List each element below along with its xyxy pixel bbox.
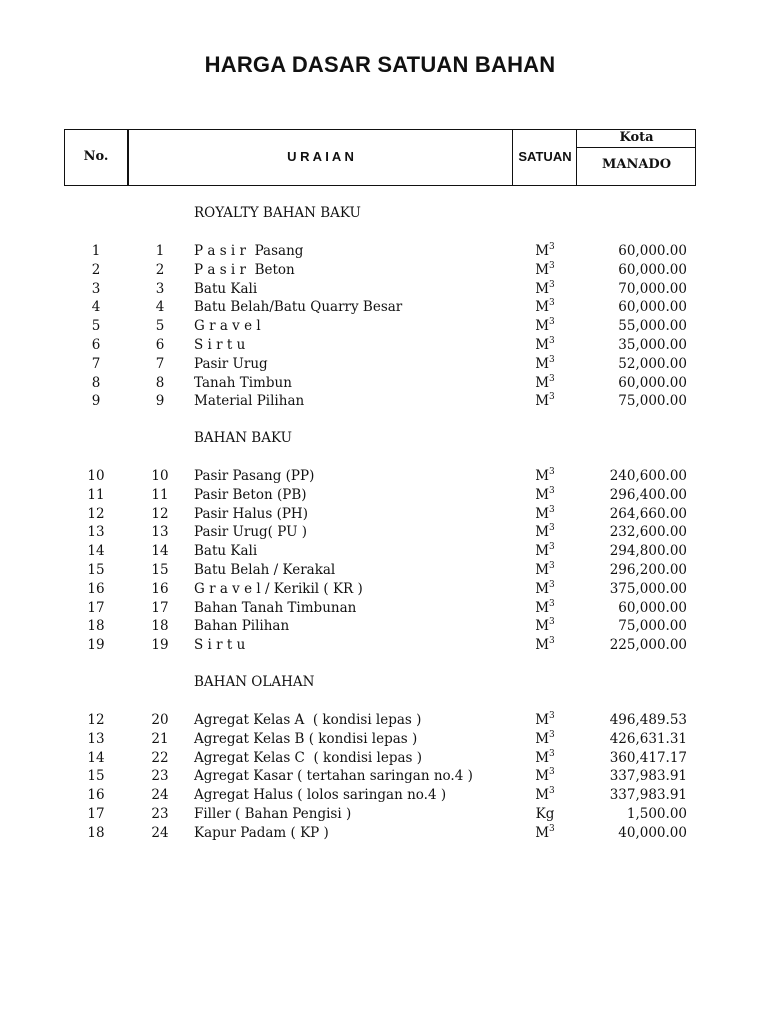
unit-exponent: 3 [549, 504, 555, 515]
row-description: Tanah Timbun [194, 374, 292, 391]
row-unit: $M^3$ [535, 354, 555, 372]
row-number: 2 [91, 261, 101, 278]
unit-exponent: 3 [549, 523, 555, 534]
unit-exponent: 3 [549, 242, 555, 252]
header-no: No. [83, 149, 109, 164]
table-row [0, 617, 768, 635]
unit-exponent: 3 [549, 579, 555, 590]
table-row [0, 767, 768, 785]
table-row [0, 730, 768, 748]
table-row [0, 298, 768, 316]
row-number: 11 [87, 486, 105, 503]
unit-exponent: 3 [549, 373, 555, 384]
table-row [0, 599, 768, 617]
row-description: Agregat Kelas A ( kondisi lepas ) [194, 712, 422, 728]
section-heading: ROYALTY BAHAN BAKU [194, 205, 361, 221]
row-subnumber: 3 [155, 280, 165, 297]
row-number: 1 [91, 243, 101, 259]
row-number: 6 [91, 337, 101, 353]
unit-exponent: 3 [549, 392, 555, 403]
row-unit: $M^3$ [535, 279, 555, 297]
row-description: P a s i r Beton [194, 261, 295, 278]
row-price: 360,417.17 [609, 749, 687, 766]
row-price: 60,000.00 [618, 299, 687, 316]
row-subnumber: 15 [151, 562, 169, 578]
row-description: Agregat Halus ( lolos saringan no.4 ) [194, 787, 447, 804]
row-subnumber: 23 [151, 806, 169, 822]
table-row [0, 542, 768, 560]
row-price: 294,800.00 [609, 543, 687, 560]
row-unit: $M^3$ [535, 336, 555, 353]
row-number: 13 [87, 730, 105, 747]
row-price: 337,983.91 [609, 787, 687, 804]
table-row [0, 486, 768, 504]
page-title: HARGA DASAR SATUAN BAHAN [204, 52, 556, 77]
row-unit: $M^3$ [535, 767, 555, 785]
row-number: 12 [87, 712, 105, 728]
unit-exponent: 3 [549, 823, 555, 834]
unit-exponent: 3 [549, 467, 555, 477]
table-row [0, 467, 768, 485]
row-number: 17 [87, 806, 105, 822]
row-subnumber: 7 [155, 355, 165, 372]
table-row [0, 749, 768, 767]
row-subnumber: 24 [151, 824, 169, 841]
row-number: 10 [87, 468, 105, 484]
row-price: 225,000.00 [609, 637, 687, 654]
row-number: 19 [87, 637, 105, 654]
row-number: 16 [87, 787, 105, 804]
row-number: 5 [91, 318, 101, 335]
unit-exponent: 3 [549, 260, 555, 271]
row-description: Agregat Kelas B ( kondisi lepas ) [194, 730, 418, 747]
row-price: 496,489.53 [609, 712, 687, 728]
row-description: Batu Kali [194, 280, 258, 297]
row-unit: $M^3$ [535, 561, 555, 578]
row-description: Pasir Pasang (PP) [194, 468, 315, 484]
row-description: Batu Belah / Kerakal [194, 562, 336, 578]
row-unit: $M^3$ [535, 579, 555, 597]
row-subnumber: 16 [151, 580, 169, 597]
row-description: Agregat Kasar ( tertahan saringan no.4 ) [194, 768, 473, 785]
row-subnumber: 20 [151, 712, 169, 728]
row-subnumber: 5 [155, 318, 165, 335]
row-unit: $M^3$ [535, 748, 555, 766]
table-header [64, 129, 696, 186]
row-subnumber: 13 [151, 524, 169, 541]
table-row [0, 580, 768, 598]
row-description: G r a v e l / Kerikil ( KR ) [194, 580, 363, 597]
row-unit: Kg [535, 806, 555, 822]
row-number: 12 [87, 505, 105, 522]
row-number: 18 [87, 618, 105, 635]
row-description: Batu Belah/Batu Quarry Besar [194, 299, 403, 316]
row-unit: $M^3$ [535, 729, 555, 747]
unit-exponent: 3 [549, 711, 555, 721]
table-row [0, 711, 768, 729]
row-number: 3 [91, 280, 101, 297]
unit-exponent: 3 [549, 354, 555, 365]
row-price: 264,660.00 [609, 505, 687, 522]
row-unit: $M^3$ [535, 823, 555, 841]
table-row [0, 336, 768, 354]
row-subnumber: 24 [151, 787, 169, 804]
row-number: 15 [87, 562, 105, 578]
header-divider [512, 130, 513, 185]
header-kota: Kota [619, 130, 654, 145]
row-number: 14 [87, 749, 105, 766]
row-number: 4 [91, 299, 101, 316]
row-number: 15 [87, 768, 105, 785]
table-row [0, 261, 768, 279]
row-price: 55,000.00 [618, 318, 687, 335]
row-description: Pasir Urug [194, 355, 268, 372]
section-heading: BAHAN OLAHAN [194, 674, 315, 690]
table-row [0, 242, 768, 260]
row-subnumber: 12 [151, 505, 169, 522]
row-unit: $M^3$ [535, 317, 555, 335]
row-subnumber: 1 [155, 243, 165, 259]
row-subnumber: 17 [151, 599, 169, 616]
row-subnumber: 4 [155, 299, 165, 316]
row-unit: $M^3$ [535, 298, 555, 316]
row-number: 14 [87, 543, 105, 560]
row-number: 7 [91, 355, 101, 372]
row-price: 337,983.91 [609, 768, 687, 785]
row-price: 60,000.00 [618, 243, 687, 259]
row-unit: $M^3$ [535, 242, 555, 259]
row-description: Filler ( Bahan Pengisi ) [194, 806, 352, 822]
row-number: 18 [87, 824, 105, 841]
unit-exponent: 3 [549, 748, 555, 759]
row-price: 75,000.00 [618, 618, 687, 635]
row-description: S i r t u [194, 637, 246, 654]
row-description: Batu Kali [194, 543, 258, 560]
row-description: Pasir Halus (PH) [194, 505, 308, 522]
row-subnumber: 6 [155, 337, 165, 353]
row-price: 375,000.00 [609, 580, 687, 597]
row-price: 60,000.00 [618, 599, 687, 616]
row-description: Pasir Beton (PB) [194, 486, 307, 503]
unit-exponent: 3 [549, 542, 555, 553]
row-price: 35,000.00 [618, 337, 687, 353]
row-subnumber: 8 [155, 374, 165, 391]
row-description: Bahan Pilihan [194, 618, 290, 635]
row-number: 16 [87, 580, 105, 597]
unit-exponent: 3 [549, 729, 555, 740]
unit-exponent: 3 [549, 636, 555, 647]
row-price: 296,200.00 [609, 562, 687, 578]
row-subnumber: 11 [151, 486, 169, 503]
table-row [0, 374, 768, 392]
row-number: 13 [87, 524, 105, 541]
row-subnumber: 19 [151, 637, 169, 654]
row-price: 75,000.00 [618, 393, 687, 410]
row-description: Kapur Padam ( KP ) [194, 824, 329, 841]
table-row [0, 805, 768, 823]
unit-exponent: 3 [549, 786, 555, 797]
row-description: G r a v e l [194, 318, 261, 335]
unit-exponent: 3 [549, 279, 555, 290]
row-price: 52,000.00 [618, 355, 687, 372]
row-description: P a s i r Pasang [194, 243, 304, 259]
table-row [0, 636, 768, 654]
row-unit: $M^3$ [535, 467, 555, 484]
table-row [0, 786, 768, 804]
table-row [0, 317, 768, 335]
row-price: 70,000.00 [618, 280, 687, 297]
row-price: 40,000.00 [618, 824, 687, 841]
unit-exponent: 3 [549, 561, 555, 571]
row-price: 426,631.31 [609, 730, 687, 747]
row-price: 1,500.00 [626, 806, 687, 822]
table-row [0, 824, 768, 842]
unit-exponent: 3 [549, 767, 555, 778]
table-row [0, 505, 768, 523]
row-description: Material Pilihan [194, 393, 305, 410]
table-row [0, 280, 768, 298]
unit-exponent: 3 [549, 617, 555, 628]
row-description: S i r t u [194, 337, 246, 353]
row-unit: $M^3$ [535, 260, 555, 278]
row-number: 9 [91, 393, 101, 410]
header-uraian: U R A I A N [287, 149, 354, 164]
row-description: Pasir Urug( PU ) [194, 524, 308, 541]
unit-exponent: 3 [549, 298, 555, 309]
table-row [0, 392, 768, 410]
header-divider [576, 130, 577, 185]
row-price: 60,000.00 [618, 374, 687, 391]
header-satuan: SATUAN [518, 149, 572, 164]
table-row [0, 523, 768, 541]
header-divider [577, 147, 695, 148]
row-subnumber: 9 [155, 393, 165, 410]
unit-exponent: 3 [549, 336, 555, 346]
row-subnumber: 14 [151, 543, 169, 560]
row-subnumber: 23 [151, 768, 169, 785]
row-unit: $M^3$ [535, 786, 555, 804]
row-subnumber: 22 [151, 749, 169, 766]
row-unit: $M^3$ [535, 711, 555, 728]
row-number: 17 [87, 599, 105, 616]
unit-exponent: 3 [549, 598, 555, 609]
header-city: MANADO [601, 157, 672, 172]
unit-exponent: 3 [549, 485, 555, 496]
row-description: Agregat Kelas C ( kondisi lepas ) [194, 749, 422, 766]
row-price: 232,600.00 [609, 524, 687, 541]
row-number: 8 [91, 374, 101, 391]
row-unit: $M^3$ [535, 617, 555, 635]
row-unit: $M^3$ [535, 636, 555, 654]
row-unit: $M^3$ [535, 542, 555, 560]
row-price: 60,000.00 [618, 261, 687, 278]
row-subnumber: 21 [151, 730, 169, 747]
row-unit: $M^3$ [535, 523, 555, 541]
row-subnumber: 18 [151, 618, 169, 635]
unit-exponent: 3 [549, 317, 555, 328]
table-row [0, 355, 768, 373]
row-subnumber: 10 [151, 468, 169, 484]
row-unit: $M^3$ [535, 373, 555, 391]
row-subnumber: 2 [155, 261, 165, 278]
row-unit: $M^3$ [535, 485, 555, 503]
row-price: 240,600.00 [609, 468, 687, 484]
row-description: Bahan Tanah Timbunan [194, 599, 357, 616]
row-unit: $M^3$ [535, 598, 555, 616]
table-row [0, 561, 768, 579]
row-unit: $M^3$ [535, 504, 555, 522]
section-heading: BAHAN BAKU [194, 430, 292, 446]
row-unit: $M^3$ [535, 392, 555, 410]
row-price: 296,400.00 [609, 486, 687, 503]
